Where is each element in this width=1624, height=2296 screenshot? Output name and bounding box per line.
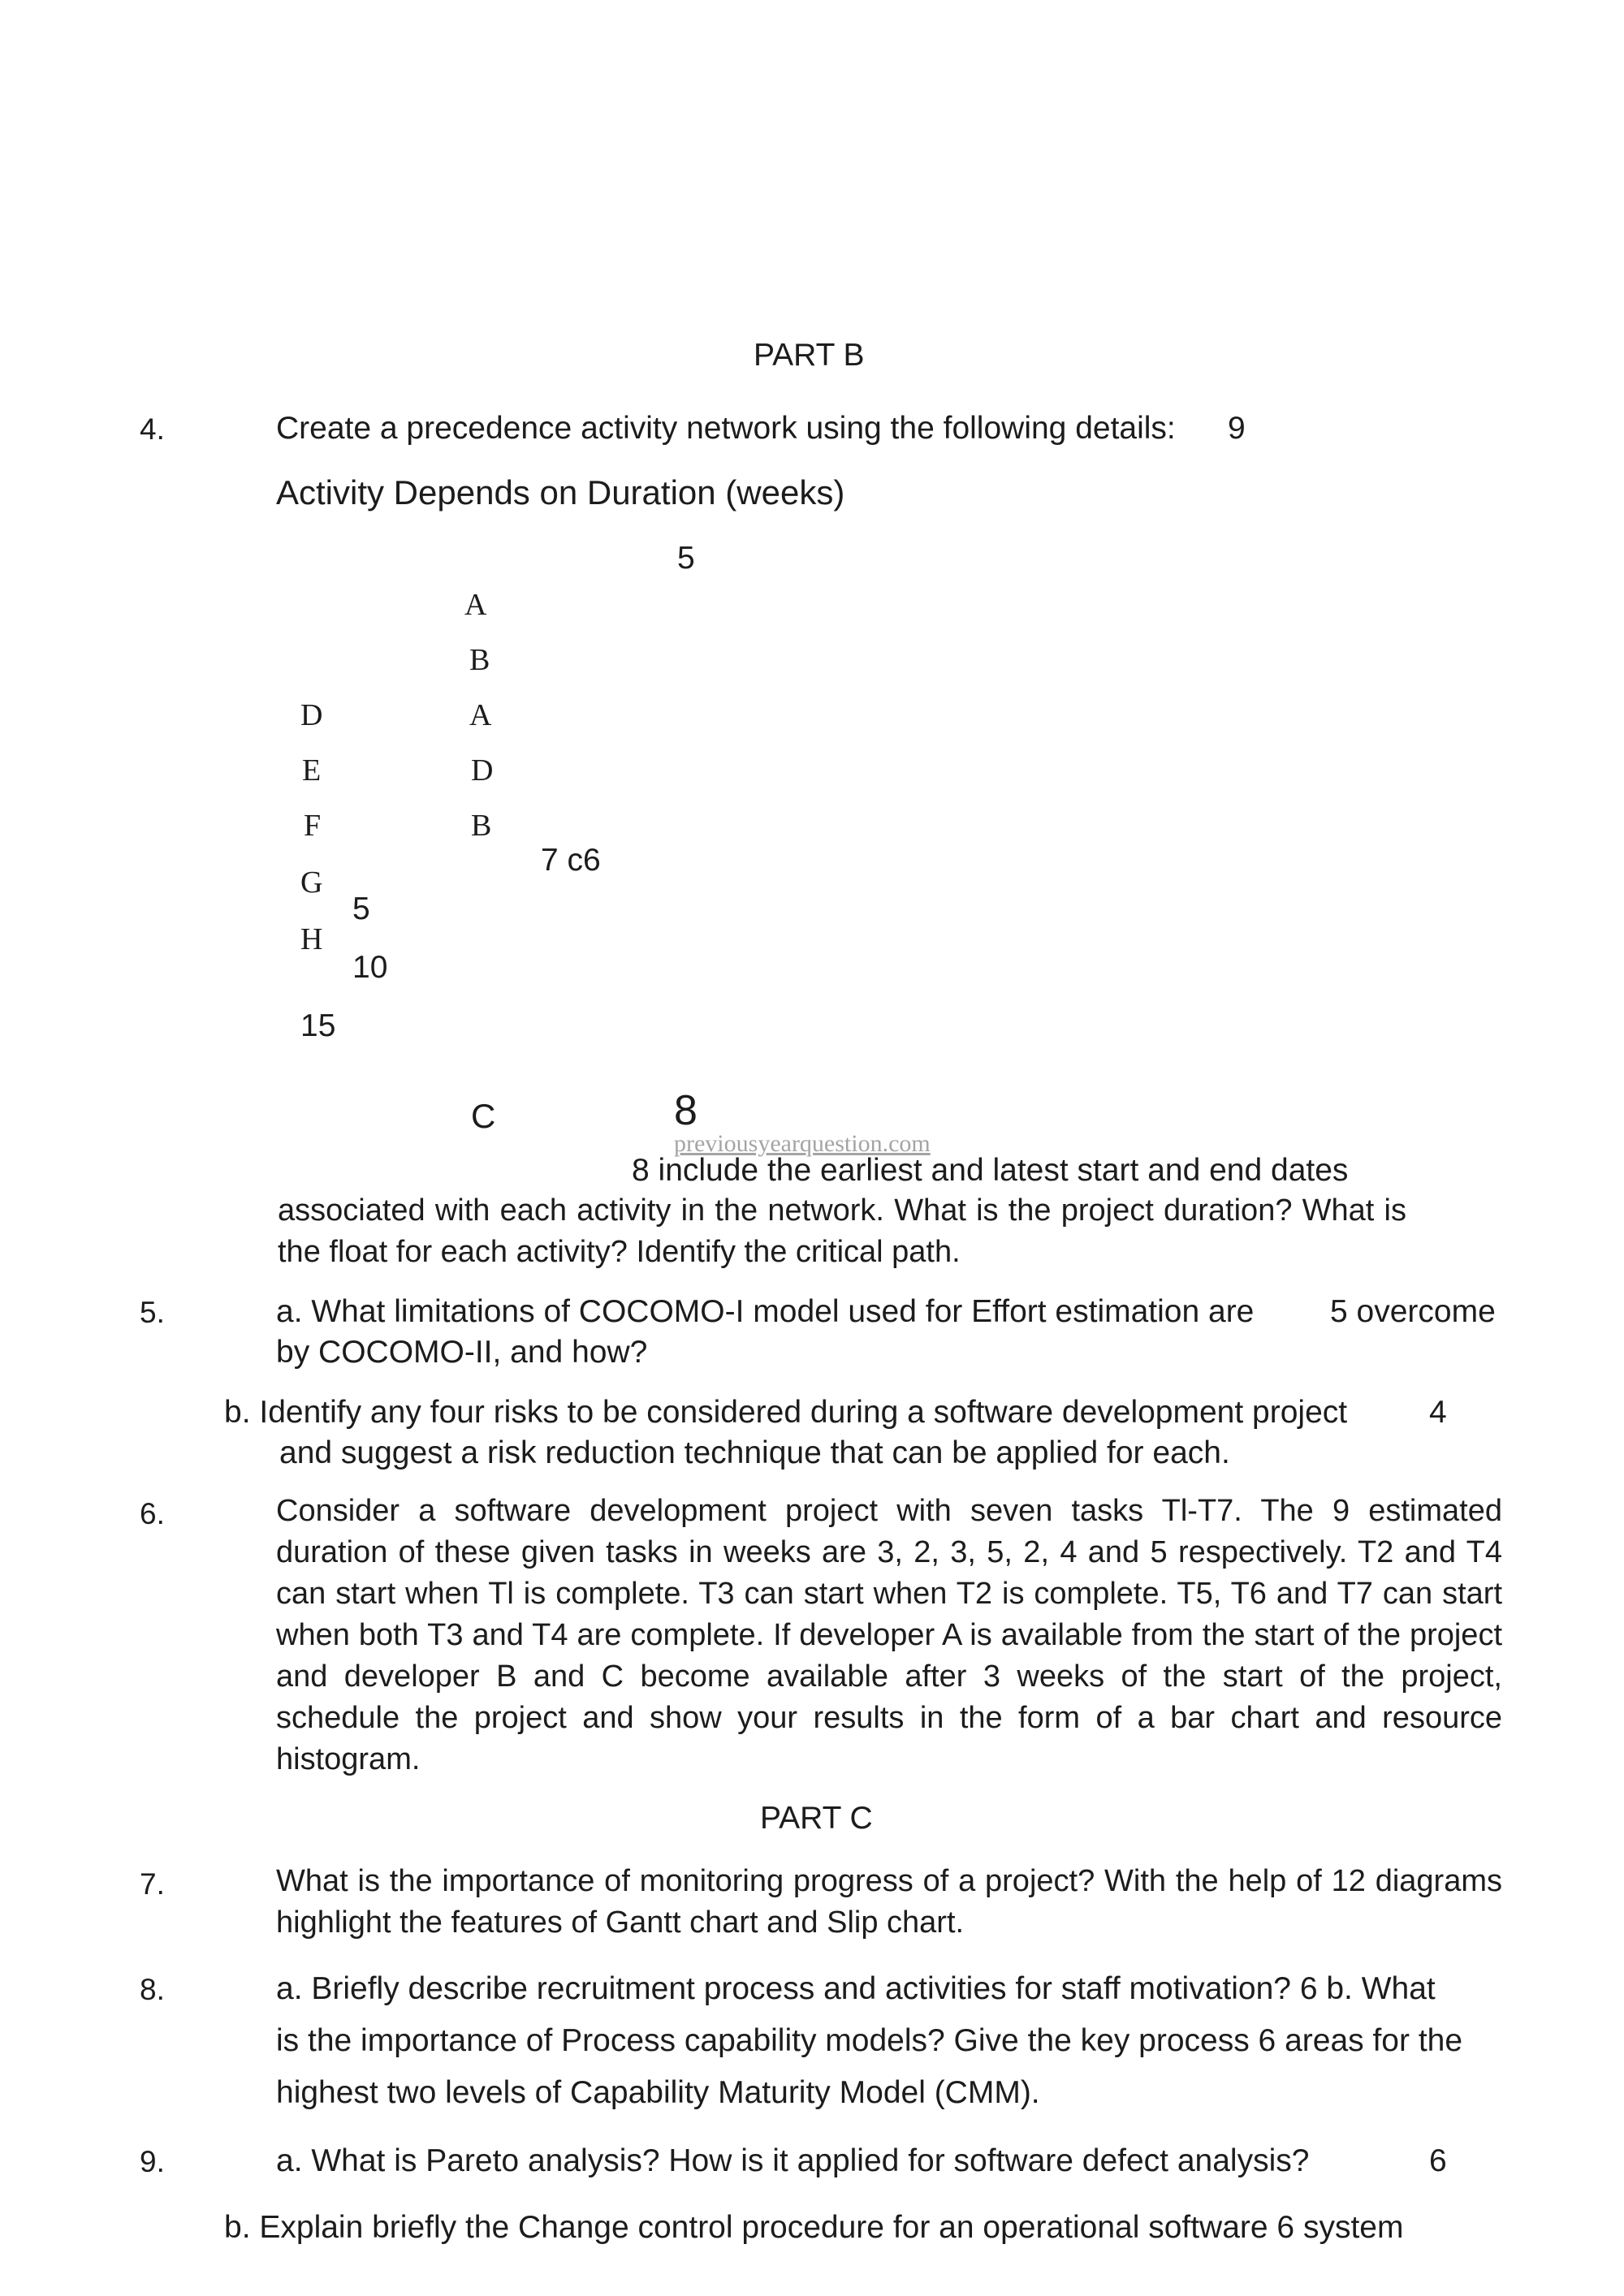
question-7-number: 7. (140, 1867, 165, 1901)
activity-fragment: F (304, 809, 322, 843)
question-9-number: 9. (140, 2145, 165, 2178)
duration-fragment: 15 (300, 1008, 336, 1043)
activity-fragment: E (302, 753, 322, 788)
duration-fragment: 10 (352, 950, 388, 985)
question-8-line2: is the importance of Process capability models? Give the key process 6 areas for the (276, 2023, 1463, 2058)
dependency-fragment: B (471, 809, 492, 843)
question-5-number: 5. (140, 1296, 165, 1329)
watermark: previousyearquestion.com (674, 1130, 931, 1157)
question-9a-text: a. What is Pareto analysis? How is it applied for software defect analysis? (276, 2143, 1310, 2178)
duration-fragment: 5 (677, 541, 695, 576)
activity-fragment: D (300, 698, 323, 732)
question-6-paragraph: Consider a software development project with seven tasks Tl-T7. The 9 estimated duration of these given tasks in weeks are 3, 2, 3, 5, 2, 4 and 5 respectively. T2 and T4 can start when Tl is complete. T3 can start when T2 is complete. T5, T6 and T7 can start when both T3 and T4 are complete. If developer A is available from the start of the project and developer B and C become available after 3 weeks of the start of the project, schedule the project and show your results in the form of a bar chart and resource histogram. (276, 1494, 1502, 1776)
activity-fragment: G (300, 865, 323, 900)
question-8-line1: a. Briefly describe recruitment process and activities for staff motivation? 6 b. What (276, 1971, 1436, 2006)
question-9a-marks: 6 (1429, 2143, 1447, 2178)
duration-fragment: 7 c6 (541, 843, 601, 878)
dependency-fragment: B (469, 643, 490, 677)
question-4-line1: Create a precedence activity network using the following details: (276, 411, 1176, 446)
question-5b-line2: and suggest a risk reduction technique that can be applied for each. (279, 1435, 1230, 1470)
question-9b-text: b. Explain briefly the Change control procedure for an operational software 6 system (224, 2210, 1404, 2245)
question-5b-marks: 4 (1429, 1395, 1447, 1430)
question-5b-text: b. Identify any four risks to be considered during a software development project (224, 1395, 1348, 1430)
question-4-number: 4. (140, 412, 165, 446)
question-5a-text: a. What limitations of COCOMO-I model used for Effort estimation are (276, 1294, 1255, 1329)
question-5a-marks: 5 overcome (1330, 1294, 1496, 1329)
question-8-line3: highest two levels of Capability Maturity Model (CMM). (276, 2075, 1040, 2110)
activity-table-header: Activity Depends on Duration (weeks) (276, 473, 845, 511)
question-4-paragraph: associated with each activity in the network. What is the project duration? What is the float for each activity? Identify the critical path. (278, 1193, 1406, 1269)
question-5a-line2: by COCOMO-II, and how? (276, 1335, 648, 1370)
dependency-fragment: A (469, 698, 492, 732)
c-fragment: C (471, 1097, 496, 1135)
dependency-fragment: A (464, 588, 487, 622)
question-8-number: 8. (140, 1973, 165, 2006)
question-7-paragraph: What is the importance of monitoring progress of a project? With the help of 12 diagrams highlight the features of Gantt chart and Slip chart. (276, 1864, 1502, 1940)
question-4-paragraph-first-line: 8 include the earliest and latest start and end dates (632, 1153, 1349, 1188)
question-4-marks: 9 (1228, 411, 1246, 446)
duration-fragment: 5 (352, 891, 370, 926)
activity-fragment: H (300, 922, 323, 956)
eight-fragment: 8 (674, 1087, 698, 1134)
part-c-heading: PART C (760, 1801, 873, 1836)
question-6-number: 6. (140, 1497, 165, 1530)
part-b-heading: PART B (754, 338, 865, 373)
dependency-fragment: D (471, 753, 494, 788)
